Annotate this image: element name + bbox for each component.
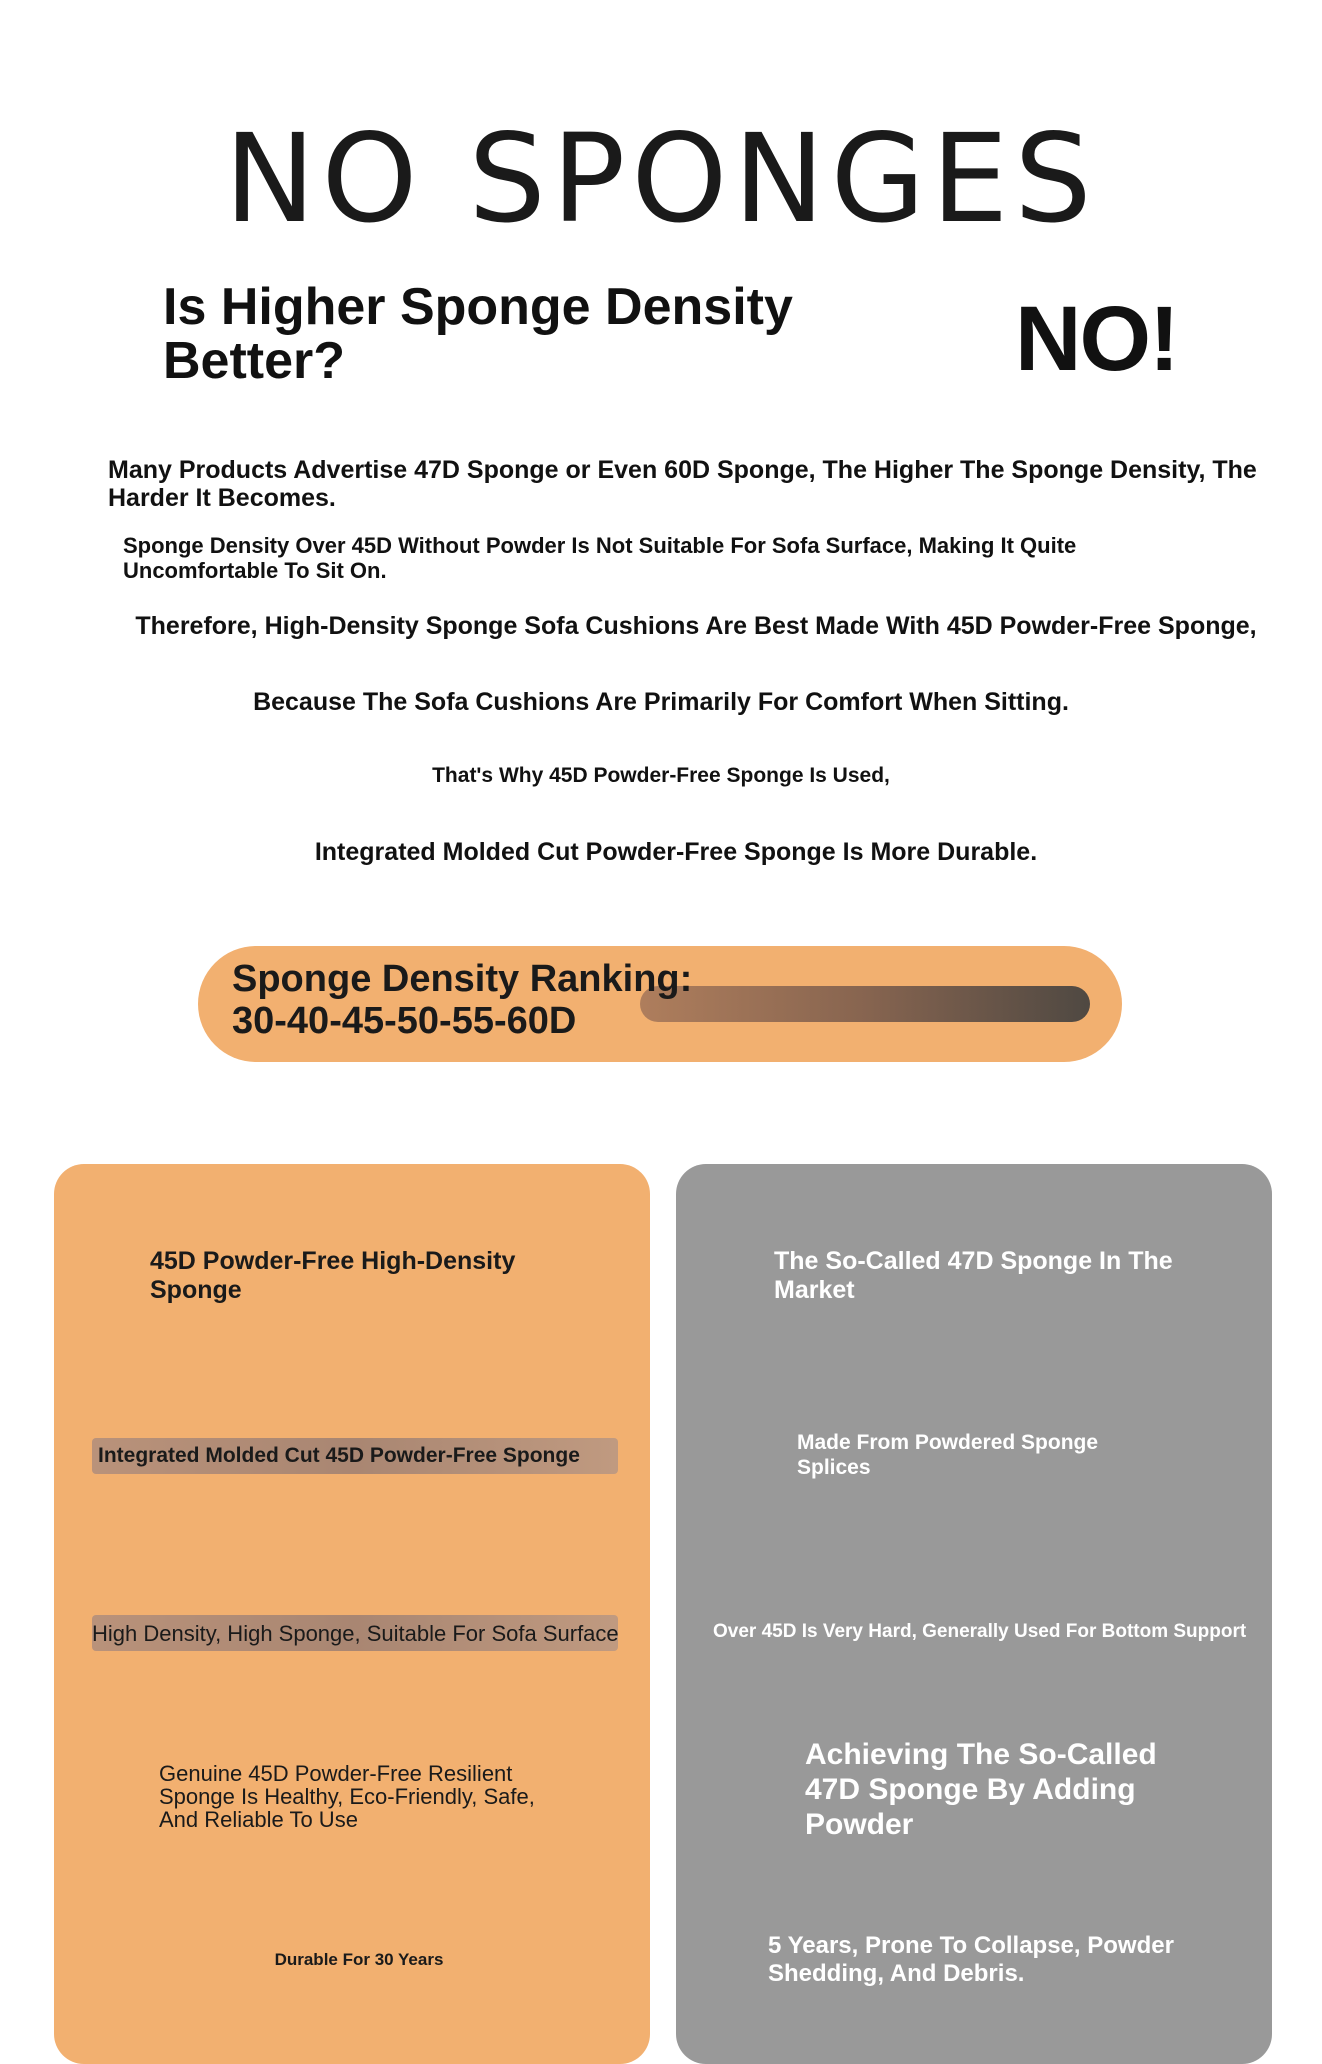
question-heading: Is Higher Sponge Density Better? bbox=[163, 278, 793, 390]
right-point-4: 5 Years, Prone To Collapse, Powder Shedding, And Debris. bbox=[768, 1932, 1174, 1987]
paragraph-advertise: Many Products Advertise 47D Sponge or Even 60D Sponge, The Higher The Sponge Density, The Harder It Becomes. bbox=[108, 456, 1257, 512]
left-point-2: High Density, High Sponge, Suitable For Sofa Surface bbox=[92, 1621, 619, 1646]
answer-no: NO! bbox=[1015, 288, 1178, 390]
left-point-4: Durable For 30 Years bbox=[274, 1950, 444, 1969]
paragraph-why: That's Why 45D Powder-Free Sponge Is Used, bbox=[432, 764, 890, 787]
right-point-3: Achieving The So-Called 47D Sponge By Adding Powder bbox=[805, 1738, 1157, 1841]
paragraph-therefore: Therefore, High-Density Sponge Sofa Cushions Are Best Made With 45D Powder-Free Sponge, bbox=[135, 612, 1257, 640]
paragraph-durable: Integrated Molded Cut Powder-Free Sponge Is More Durable. bbox=[314, 838, 1038, 866]
left-point-1: Integrated Molded Cut 45D Powder-Free Sponge bbox=[98, 1444, 580, 1467]
paragraph-because: Because The Sofa Cushions Are Primarily For Comfort When Sitting. bbox=[253, 688, 1069, 716]
ranking-label bbox=[232, 958, 692, 1042]
ranking-title: Sponge Density Ranking: bbox=[232, 958, 693, 1000]
density-gradient-bar bbox=[640, 986, 1090, 1022]
ranking-scale: 30-40-45-50-55-60D bbox=[232, 1000, 577, 1042]
left-point-3: Genuine 45D Powder-Free Resilient Sponge Is Healthy, Eco-Friendly, Safe, And Reliable To Use bbox=[159, 1761, 535, 1832]
headline: NO SPONGES bbox=[224, 108, 1098, 250]
left-panel-title: 45D Powder-Free High-Density Sponge bbox=[150, 1247, 516, 1304]
right-panel-title: The So-Called 47D Sponge In The Market bbox=[774, 1247, 1173, 1304]
right-point-2: Over 45D Is Very Hard, Generally Used For Bottom Support bbox=[713, 1621, 1247, 1642]
paragraph-not-suitable: Sponge Density Over 45D Without Powder Is Not Suitable For Sofa Surface, Making It Quite Uncomfortable To Sit On. bbox=[123, 533, 1077, 583]
right-point-1: Made From Powdered Sponge Splices bbox=[797, 1431, 1099, 1479]
